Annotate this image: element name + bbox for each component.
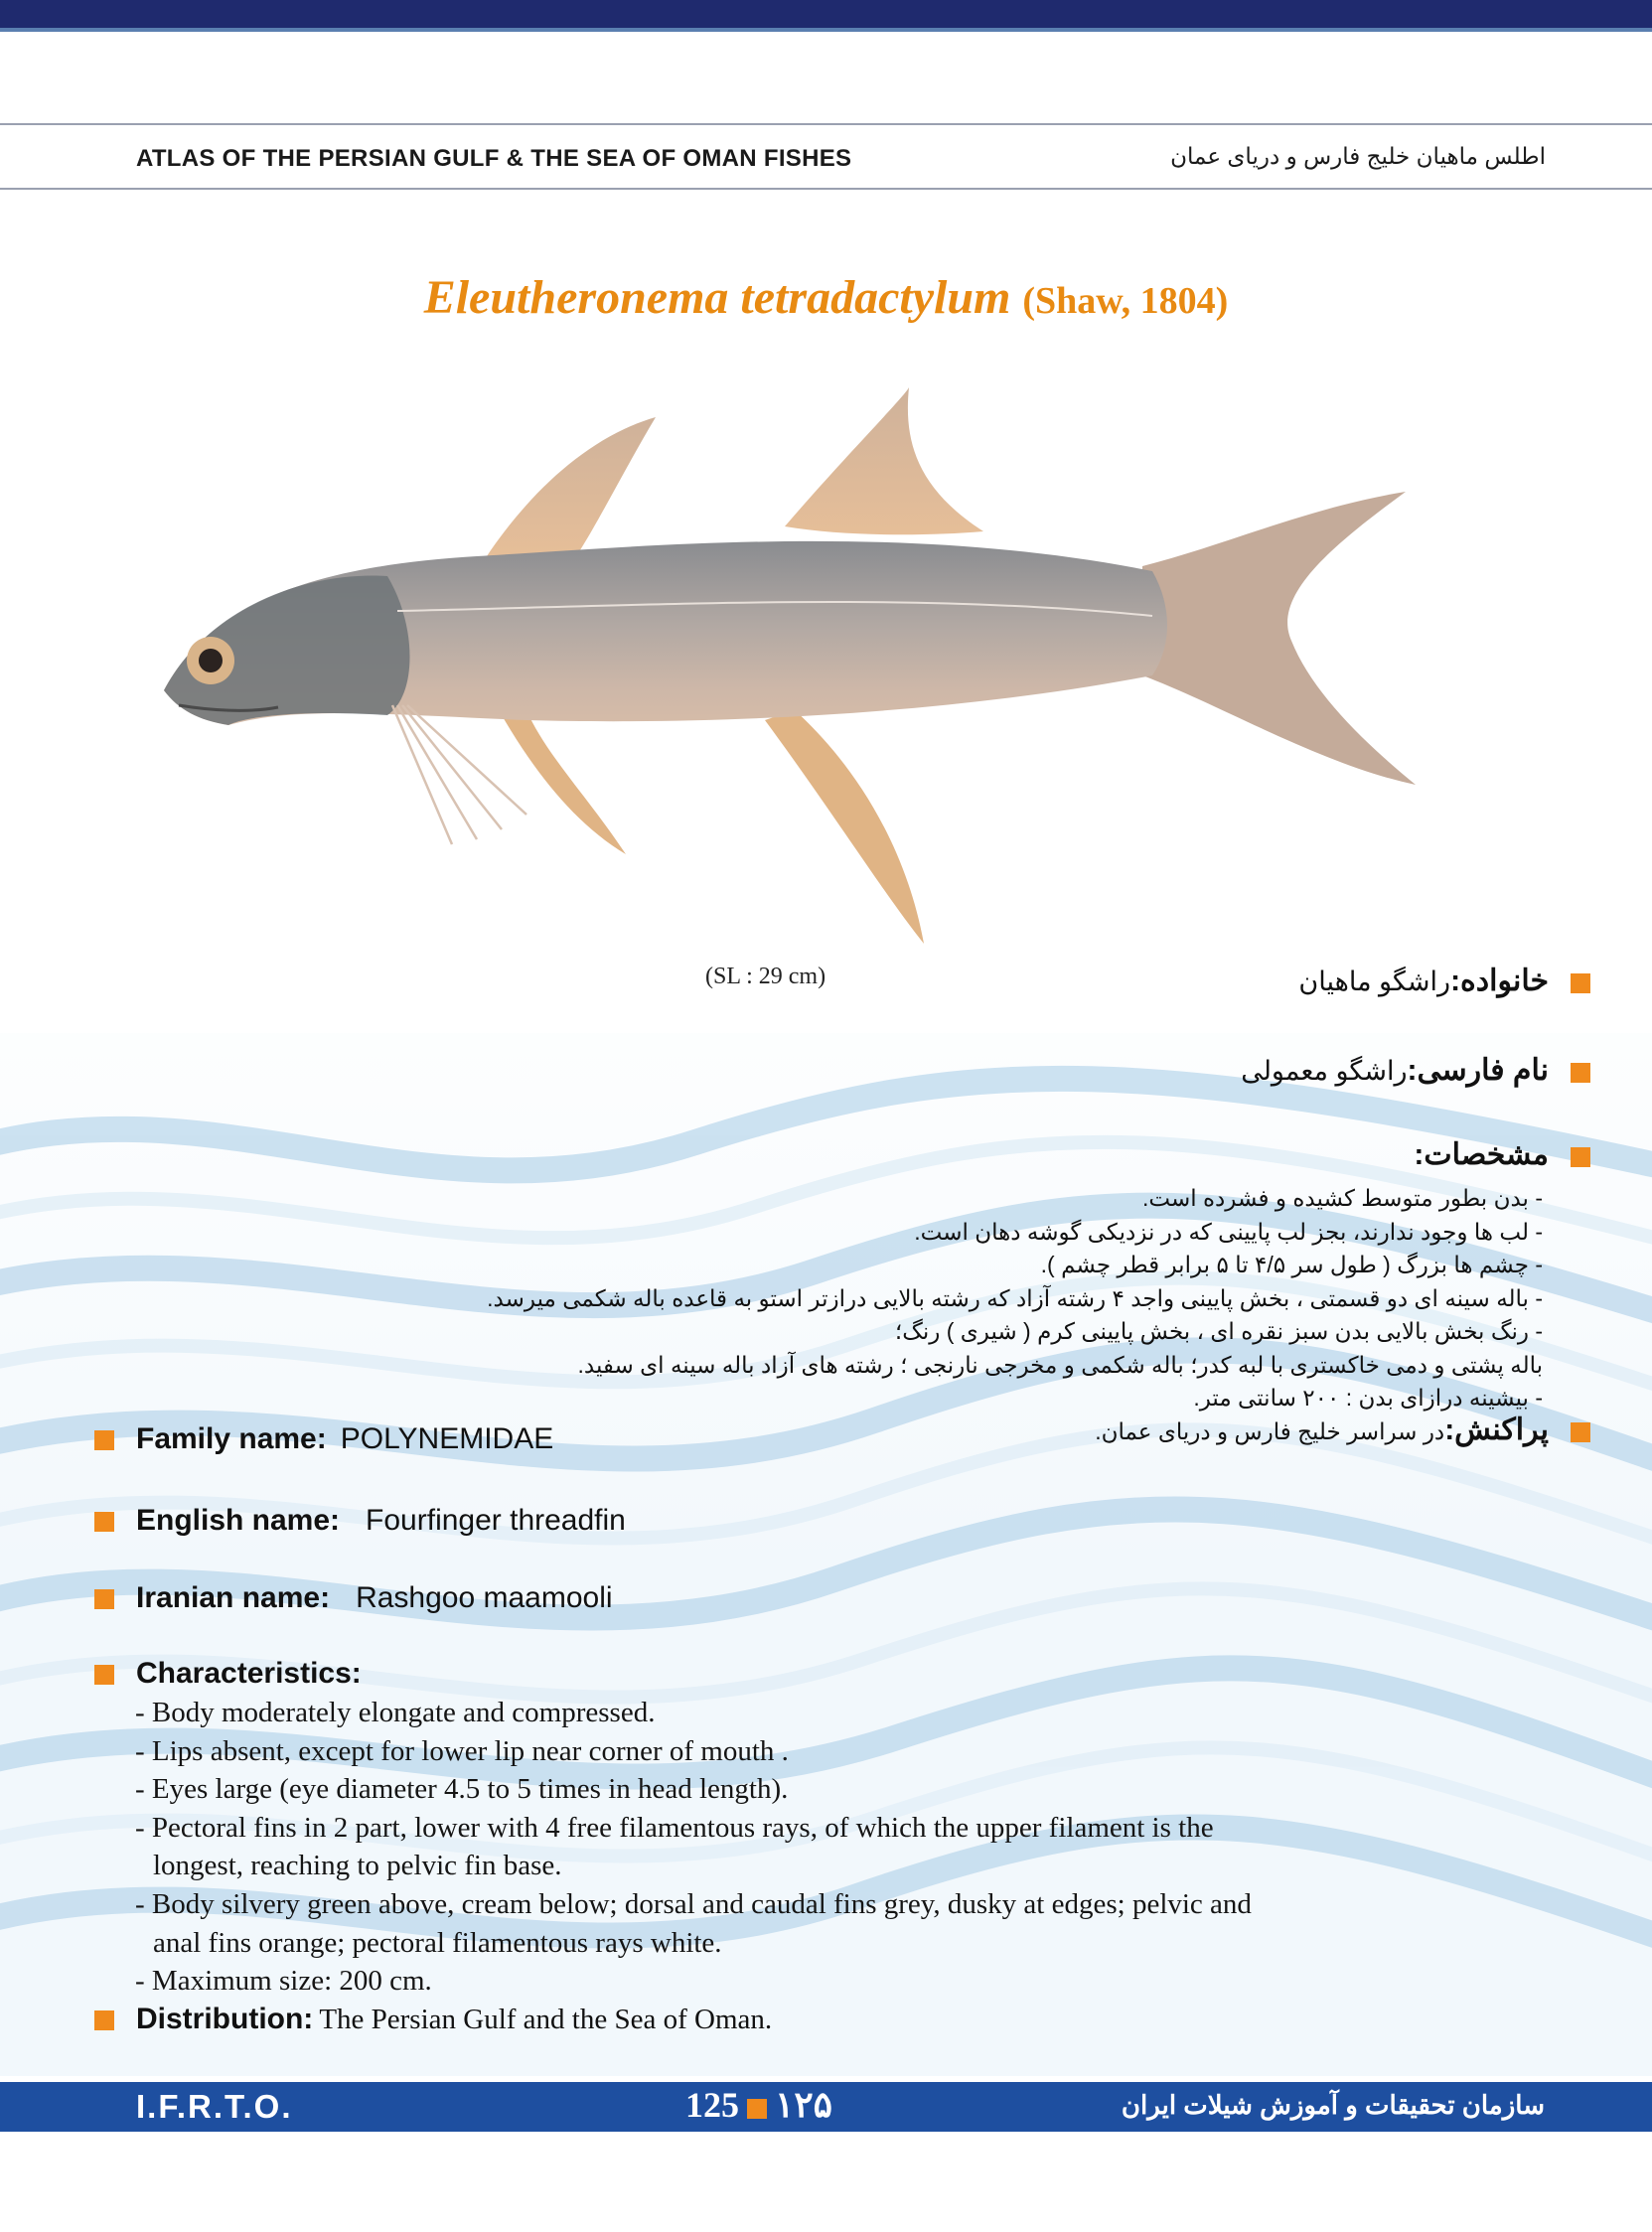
bullet-icon xyxy=(1571,1063,1590,1083)
fa-characteristics-label: مشخصات: xyxy=(1414,1138,1549,1171)
characteristic-item: - Lips absent, except for lower lip near corner of mouth . xyxy=(135,1734,789,1767)
fa-characteristics-row xyxy=(1414,1137,1590,1172)
bullet-icon xyxy=(1571,1422,1590,1442)
atlas-title-fa: اطلس ماهیان خلیج فارس و دریای عمان xyxy=(1170,143,1546,169)
top-band xyxy=(0,0,1652,28)
fa-family-row xyxy=(1298,964,1590,998)
fa-family-value: راشگو ماهیان xyxy=(1298,967,1451,996)
bullet-icon xyxy=(1571,1147,1590,1167)
distribution-row xyxy=(94,2003,772,2036)
fa-characteristic-item: - بیشینه درازای بدن : ۲۰۰ سانتی متر. xyxy=(1193,1385,1543,1411)
bullet-icon xyxy=(94,1512,114,1532)
family-name-row xyxy=(94,1422,553,1456)
fa-name-label: نام فارسی: xyxy=(1407,1054,1549,1087)
species-authority: (Shaw, 1804) xyxy=(1022,280,1229,322)
fa-characteristic-item: - رنگ بخش بالایی بدن سبز نقره ای ، بخش پایینی کرم ( شیری ) رنگ؛ xyxy=(894,1318,1543,1344)
iranian-name-value: Rashgoo maamooli xyxy=(356,1581,613,1614)
standard-length-label: (SL : 29 cm) xyxy=(705,964,826,989)
header-rule-bottom xyxy=(0,188,1652,190)
english-name-label: English name: xyxy=(136,1504,341,1537)
bullet-icon xyxy=(94,1430,114,1450)
fa-characteristics-list xyxy=(487,1182,1543,1415)
family-name-label: Family name: xyxy=(136,1422,327,1455)
characteristics-list xyxy=(135,1694,1252,2001)
footer-org-en: I.F.R.T.O. xyxy=(136,2088,293,2125)
distribution-label: Distribution: xyxy=(136,2003,314,2035)
fa-name-row xyxy=(1241,1053,1590,1088)
bullet-icon xyxy=(94,1589,114,1609)
fa-characteristic-item: باله پشتی و دمی خاکستری با لبه کدر؛ باله شکمی و مخرجی نارنجی ؛ رشته های آزاد باله سینه ای سفید. xyxy=(577,1351,1543,1378)
fa-distribution-label: پراکنش: xyxy=(1444,1414,1549,1446)
bullet-icon xyxy=(94,1665,114,1685)
fa-family-label: خانواده: xyxy=(1450,965,1549,997)
top-band-accent xyxy=(0,28,1652,32)
atlas-title-en: ATLAS OF THE PERSIAN GULF & THE SEA OF OMAN FISHES xyxy=(136,145,852,172)
fa-name-value: راشگو معمولی xyxy=(1241,1056,1408,1086)
characteristics-row xyxy=(94,1657,362,1691)
characteristic-item: anal fins orange; pectoral filamentous rays white. xyxy=(153,1926,722,1959)
page-number-persian: ۱۲۵ xyxy=(775,2085,833,2125)
fa-distribution-value: در سراسر خلیج فارس و دریای عمان. xyxy=(1095,1418,1445,1444)
bullet-icon xyxy=(94,2010,114,2030)
family-name-value: POLYNEMIDAE xyxy=(340,1422,554,1455)
fa-characteristic-item: - بدن بطور متوسط کشیده و فشرده است. xyxy=(1141,1185,1543,1211)
characteristic-item: - Eyes large (eye diameter 4.5 to 5 times in head length). xyxy=(135,1773,789,1806)
species-title xyxy=(0,270,1652,325)
bullet-icon xyxy=(1571,973,1590,993)
english-name-value: Fourfinger threadfin xyxy=(366,1504,626,1537)
characteristics-label: Characteristics: xyxy=(136,1657,362,1690)
distribution-value: The Persian Gulf and the Sea of Oman. xyxy=(319,2004,773,2035)
english-name-row xyxy=(94,1504,626,1538)
fish-photo-icon xyxy=(149,377,1421,964)
characteristic-item: - Pectoral fins in 2 part, lower with 4 free filamentous rays, of which the upper filament is the xyxy=(135,1811,1214,1844)
footer-org-fa: سازمان تحقیقات و آموزش شیلات ایران xyxy=(1121,2090,1545,2120)
iranian-name-label: Iranian name: xyxy=(136,1581,331,1614)
header-rule-top xyxy=(0,123,1652,125)
bullet-icon xyxy=(747,2099,767,2119)
characteristic-item: - Body silvery green above, cream below; dorsal and caudal fins grey, dusky at edges; pelvic and xyxy=(135,1887,1252,1920)
fa-characteristic-item: - لب ها وجود ندارند، بجز لب پایینی که در نزدیکی گوشه دهان است. xyxy=(914,1218,1543,1245)
scientific-name: Eleutheronema tetradactylum xyxy=(423,271,1011,324)
iranian-name-row xyxy=(94,1581,613,1615)
fa-characteristic-item: - باله سینه ای دو قسمتی ، بخش پایینی واجد ۴ رشته آزاد که رشته بالایی درازتر استو به قاعده باله شکمی میرسد. xyxy=(487,1284,1543,1311)
characteristic-item: longest, reaching to pelvic fin base. xyxy=(153,1850,562,1882)
characteristic-item: - Body moderately elongate and compressed. xyxy=(135,1697,656,1728)
fa-characteristic-item: - چشم ها بزرگ ( طول سر ۴/۵ تا ۵ برابر قطر چشم ). xyxy=(1040,1252,1543,1277)
characteristic-item: - Maximum size: 200 cm. xyxy=(135,1965,432,1998)
page-number-latin: 125 xyxy=(685,2085,739,2125)
page-number xyxy=(685,2084,832,2126)
fa-distribution-row xyxy=(1095,1413,1590,1447)
